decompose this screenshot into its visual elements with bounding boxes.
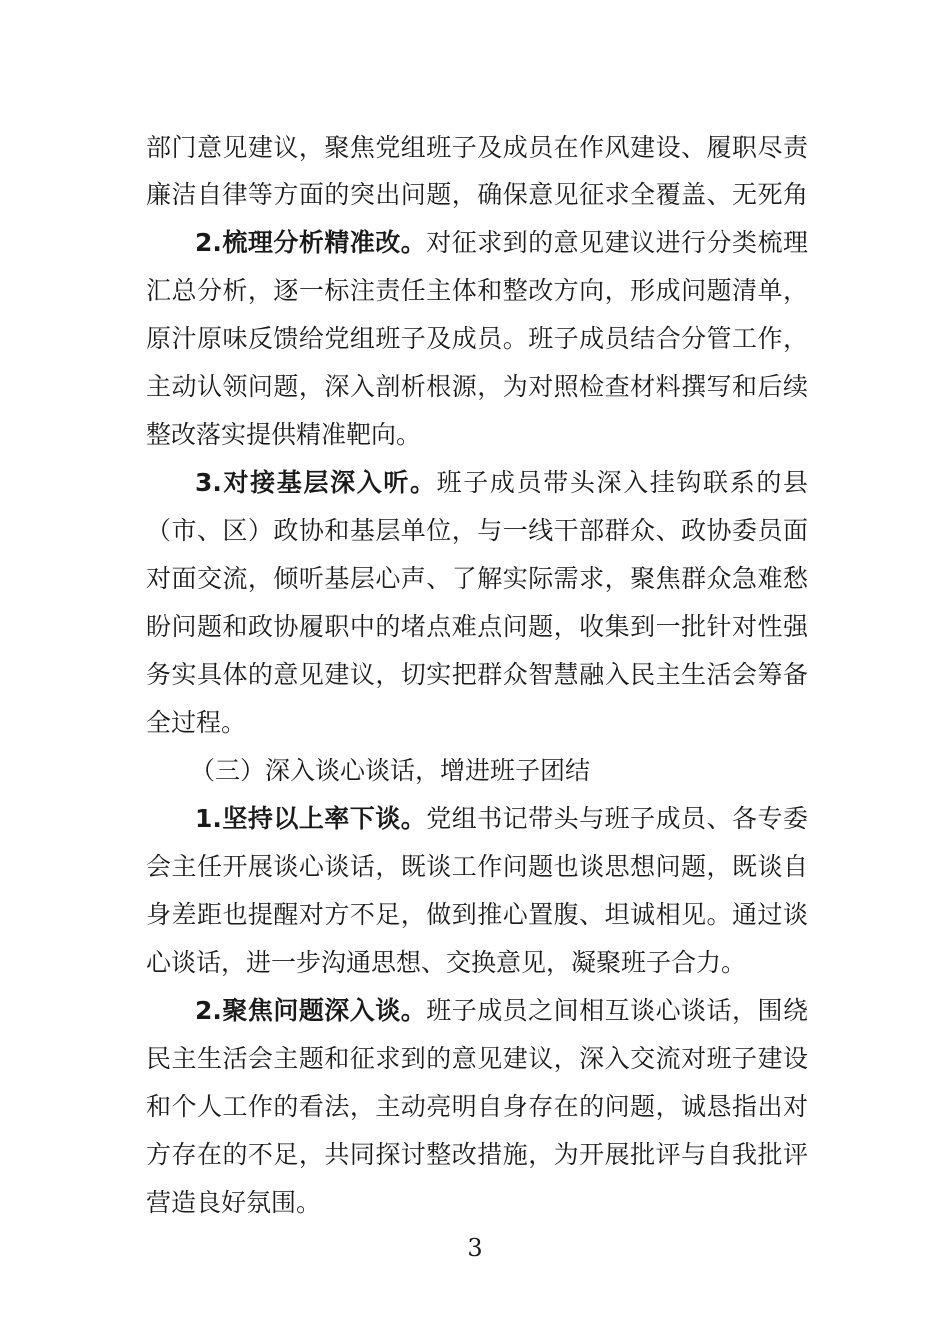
paragraph-4-first-text: 党组书记带头与班子成员、各专委 (426, 804, 808, 833)
text-line: 民主生活会主题和征求到的意见建议，深入交流对班子建设 (146, 1044, 808, 1073)
text-line: 全过程。 (146, 708, 247, 737)
paragraph-2-first-line (195, 225, 808, 261)
paragraph-3-first-text: 班子成员带头深入挂钩联系的县 (436, 468, 808, 497)
text-line: 主动认领问题，深入剖析根源，为对照检查材料撰写和后续 (146, 372, 808, 401)
text-line: 廉洁自律等方面的突出问题，确保意见征求全覆盖、无死角 (146, 180, 808, 209)
text-line: 盼问题和政协履职中的堵点难点问题，收集到一批针对性强 (146, 612, 808, 641)
paragraph-3-lead: 3.对接基层深入听。 (195, 468, 437, 497)
section-heading: （三）深入谈心谈话，增进班子团结 (190, 756, 591, 785)
text-line: 汇总分析，逐一标注责任主体和整改方向，形成问题清单， (146, 276, 808, 305)
paragraph-5-first-line (195, 993, 808, 1029)
text-line: 务实具体的意见建议，切实把群众智慧融入民主生活会筹备 (146, 660, 808, 689)
text-line: 身差距也提醒对方不足，做到推心置腹、坦诚相见。通过谈 (146, 900, 808, 929)
text-line: 心谈话，进一步沟通思想、交换意见，凝聚班子合力。 (146, 948, 747, 977)
text-line: 部门意见建议，聚焦党组班子及成员在作风建设、履职尽责 (146, 133, 808, 162)
text-line: 对面交流，倾听基层心声、了解实际需求，聚焦群众急难愁 (146, 564, 808, 593)
paragraph-5-first-text: 班子成员之间相互谈心谈话，围绕 (426, 996, 808, 1025)
paragraph-2-first-text: 对征求到的意见建议进行分类梳理 (426, 228, 808, 257)
page-number: 3 (467, 1234, 483, 1262)
paragraph-3-first-line (195, 465, 808, 501)
paragraph-2-lead: 2.梳理分析精准改。 (195, 228, 427, 257)
text-line: （市、区）政协和基层单位，与一线干部群众、政协委员面 (146, 516, 808, 545)
text-line: 整改落实提供精准靶向。 (146, 420, 422, 449)
text-line: 和个人工作的看法，主动亮明自身存在的问题，诚恳指出对 (146, 1092, 808, 1121)
text-line: 方存在的不足，共同探讨整改措施，为开展批评与自我批评 (146, 1140, 808, 1169)
text-line: 原汁原味反馈给党组班子及成员。班子成员结合分管工作， (146, 324, 808, 353)
paragraph-4-lead: 1.坚持以上率下谈。 (195, 804, 427, 833)
text-line: 会主任开展谈心谈话，既谈工作问题也谈思想问题，既谈自 (146, 852, 808, 881)
paragraph-5-lead: 2.聚焦问题深入谈。 (195, 996, 427, 1025)
text-line: 营造良好氛围。 (146, 1188, 322, 1217)
paragraph-4-first-line (195, 801, 808, 837)
